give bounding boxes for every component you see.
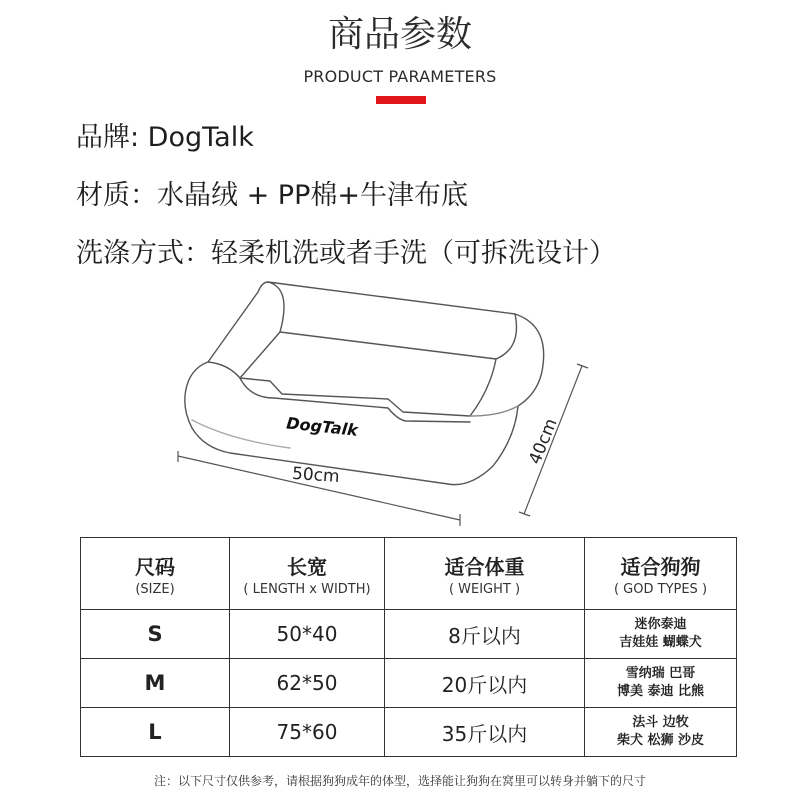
row-breeds bbox=[585, 610, 737, 659]
header-breeds-main: 适合狗狗 bbox=[620, 554, 701, 579]
bed-cushion bbox=[240, 332, 496, 416]
accent-divider bbox=[376, 96, 426, 104]
row-breeds-line2: 博美 泰迪 比熊 bbox=[616, 684, 705, 699]
header-dimensions-main: 长宽 bbox=[287, 554, 327, 579]
page-subtitle: PRODUCT PARAMETERS bbox=[303, 67, 497, 86]
size-table bbox=[80, 537, 737, 757]
row-dimensions: 50*40 bbox=[230, 610, 385, 659]
row-size: S bbox=[81, 610, 230, 659]
page-title: 商品参数 bbox=[327, 14, 472, 55]
depth-label: 40cm bbox=[525, 415, 562, 468]
row-size: M bbox=[81, 659, 230, 708]
row-breeds bbox=[585, 708, 737, 757]
bed-logo: DogTalk bbox=[285, 413, 359, 440]
dog-bed-illustration bbox=[170, 270, 600, 530]
header-breeds-sub: ( GOD TYPES ) bbox=[613, 581, 708, 597]
footnote: 注：以下尺寸仅供参考，请根据狗狗成年的体型，选择能让狗狗在窝里可以转身并躺下的尺寸 bbox=[153, 774, 646, 788]
header-size bbox=[81, 538, 230, 610]
header-dimensions bbox=[230, 538, 385, 610]
bed-rim bbox=[268, 282, 284, 332]
row-breeds bbox=[585, 659, 737, 708]
header-weight-main: 适合体重 bbox=[444, 554, 525, 579]
header-breeds bbox=[585, 538, 737, 610]
row-size: L bbox=[81, 708, 230, 757]
row-breeds-line1: 法斗 边牧 bbox=[632, 715, 689, 730]
spec-material: 材质：水晶绒 + PP棉+牛津布底 bbox=[76, 180, 468, 211]
header-dimensions-sub: ( LENGTH x WIDTH) bbox=[243, 581, 371, 597]
bed-outline bbox=[185, 282, 544, 488]
spec-brand: 品牌: DogTalk bbox=[76, 122, 254, 153]
header-weight-sub: ( WEIGHT ) bbox=[448, 581, 521, 597]
row-breeds-line1: 迷你泰迪 bbox=[634, 617, 687, 632]
row-weight: 8斤以内 bbox=[385, 610, 585, 659]
header-size-main: 尺码 bbox=[135, 554, 175, 579]
row-weight: 35斤以内 bbox=[385, 708, 585, 757]
table-row bbox=[81, 659, 737, 708]
row-weight: 20斤以内 bbox=[385, 659, 585, 708]
spec-wash: 洗涤方式：轻柔机洗或者手洗（可拆洗设计） bbox=[76, 238, 616, 269]
width-label: 50cm bbox=[291, 463, 341, 488]
header-size-sub: (SIZE) bbox=[135, 581, 175, 597]
row-dimensions: 62*50 bbox=[230, 659, 385, 708]
row-breeds-line2: 柴犬 松狮 沙皮 bbox=[616, 733, 705, 748]
table-row bbox=[81, 610, 737, 659]
row-breeds-line2: 吉娃娃 蝴蝶犬 bbox=[619, 635, 702, 650]
header-weight bbox=[385, 538, 585, 610]
row-breeds-line1: 雪纳瑞 巴哥 bbox=[625, 666, 696, 681]
row-dimensions: 75*60 bbox=[230, 708, 385, 757]
table-row bbox=[81, 708, 737, 757]
size-table-header bbox=[81, 538, 737, 610]
